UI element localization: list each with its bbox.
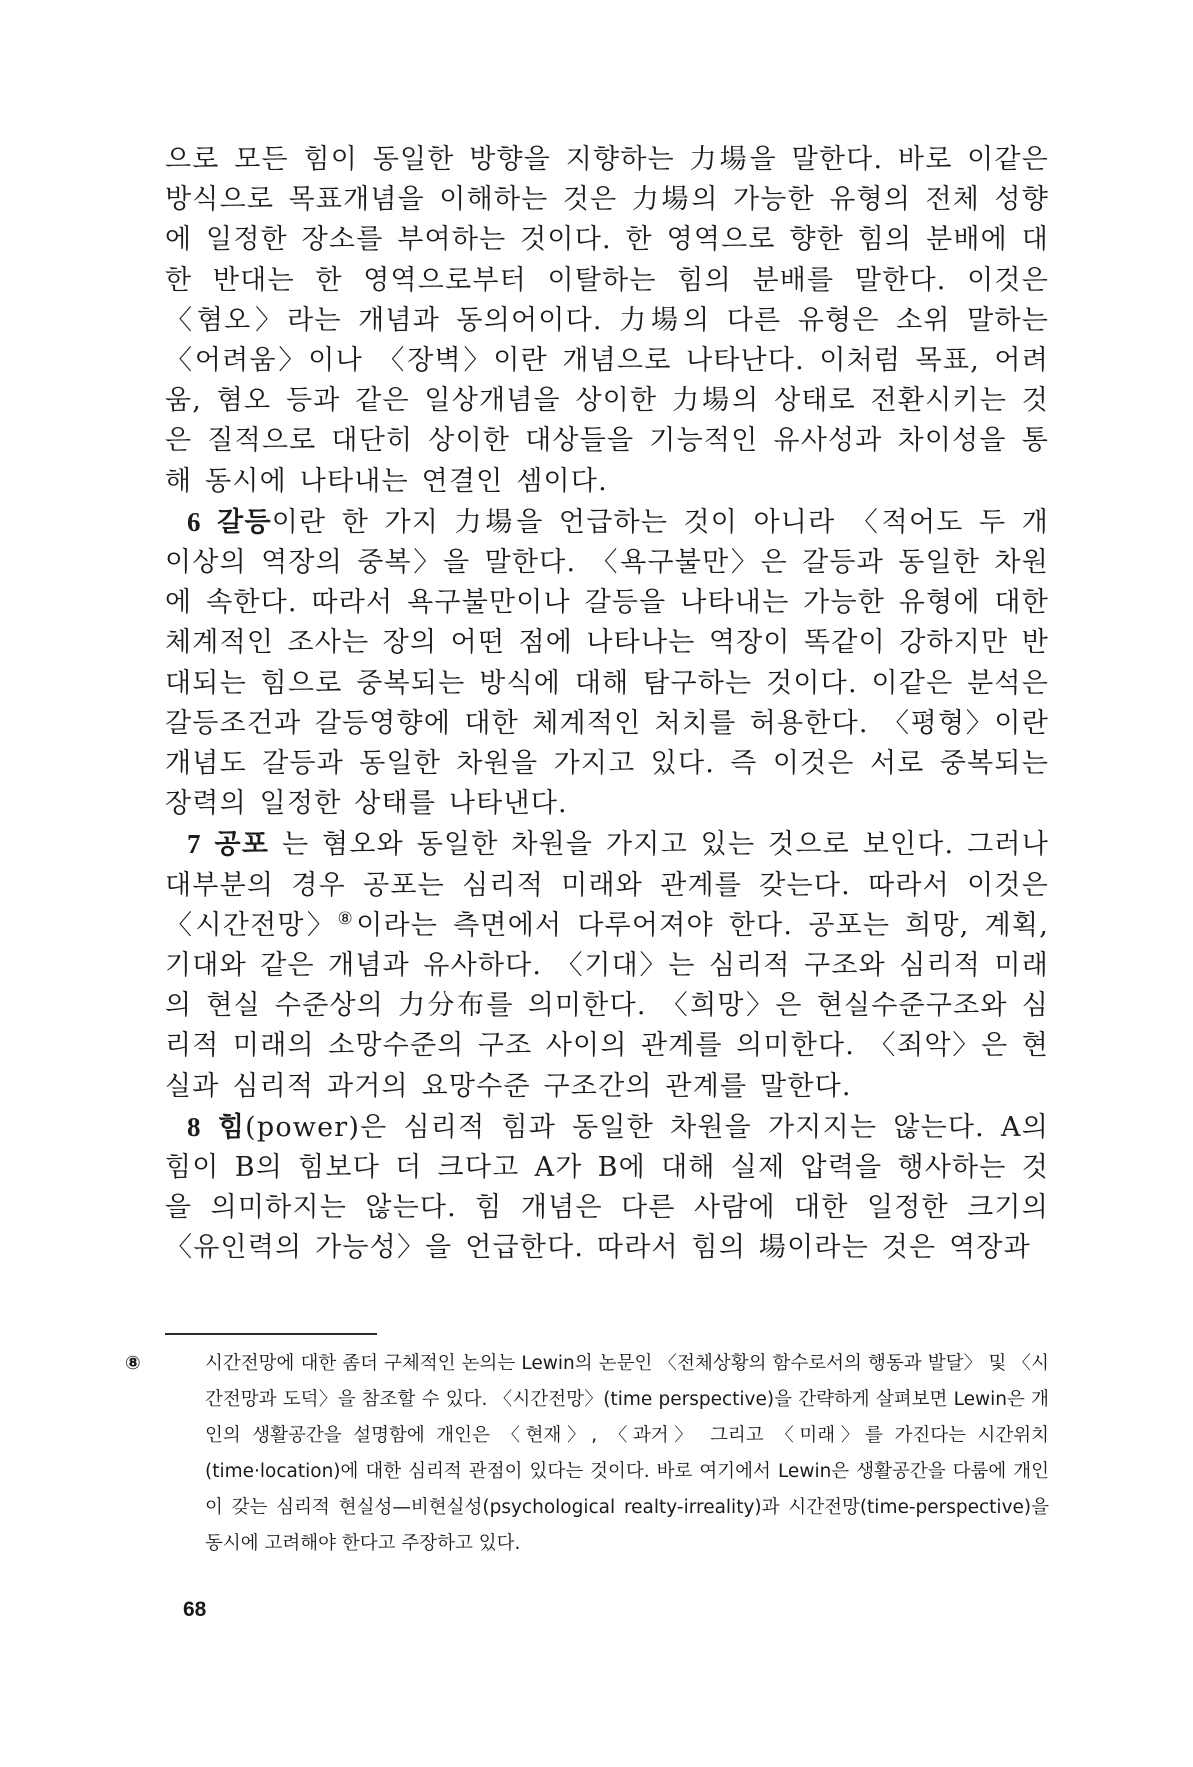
paragraph-conflict	[165, 502, 1049, 825]
paragraph-text: 이라는 측면에서 다루어져야 한다. 공포는 희망, 계획, 기대와 같은 개념과 유사하다. 〈기대〉는 심리적 구조와 심리적 미래의 현실 수준상의 力分布를 의미한다. 〈희망〉은 현실수준구조와 심리적 미래의 소망수준의 구조 사이의 관계를 의미한다. 〈죄악〉은 현실과 심리적 과거의 요망수준 구조간의 관계를 말한다.	[165, 909, 1049, 1102]
paragraph-text: 이란 한 가지 力場을 언급하는 것이 아니라 〈적어도 두 개 이상의 역장의 중복〉을 말한다. 〈욕구불만〉은 갈등과 동일한 차원에 속한다. 따라서 욕구불만이나 갈등을 나타내는 가능한 유형에 대한 체계적인 조사는 장의 어떤 점에 나타나는 역장이 똑같이 강하지만 반대되는 힘으로 중복되는 방식에 대해 탐구하는 것이다. 이같은 분석은 갈등조건과 갈등영향에 대한 체계적인 처치를 허용한다. 〈평형〉이란 개념도 갈등과 동일한 차원을 가지고 있다. 즉 이것은 서로 중복되는 장력의 일정한 상태를 나타낸다.	[165, 506, 1049, 820]
term-heading: 공포	[214, 829, 270, 861]
footnote	[125, 1346, 1049, 1562]
item-number: 6	[187, 506, 202, 537]
paragraph-continued: 으로 모든 힘이 동일한 방향을 지향하는 力場을 말한다. 바로 이같은 방식으로 목표개념을 이해하는 것은 力場의 가능한 유형의 전체 성향에 일정한 장소를 부여하는 것이다. 한 영역으로 향한 힘의 분배에 대한 반대는 한 영역으로부터 이탈하는 힘의 분배를 말한다. 이것은 〈혐오〉라는 개념과 동의어이다. 力場의 다른 유형은 소위 말하는 〈어려움〉이나 〈장벽〉이란 개념으로 나타난다. 이처럼 목표, 어려움, 혐오 등과 같은 일상개념을 상이한 力場의 상태로 전환시키는 것은 질적으로 대단히 상이한 대상들을 기능적인 유사성과 차이성을 통해 동시에 나타내는 연결인 셈이다.	[165, 144, 1049, 497]
term-heading: 갈등	[217, 506, 272, 538]
body-text	[165, 140, 1049, 1269]
paragraph-text: (power)은 심리적 힘과 동일한 차원을 가지지는 않는다. A의 힘이 B의 힘보다 더 크다고 A가 B에 대해 실제 압력을 행사하는 것을 의미하지는 않는다. 힘 개념은 다른 사람에 대한 일정한 크기의 〈유인력의 가능성〉을 언급한다. 따라서 힘의 場이라는 것은 역장과	[165, 1111, 1049, 1264]
footnote-mark: ⑧	[125, 1353, 141, 1374]
paragraph-text: 는 혐오와 동일한 차원을 가지고 있는 것으로 보인다. 그러나 대부분의 경우 공포는 심리적 미래와 관계를 갖는다. 따라서 이것은 〈시간전망〉	[165, 829, 1049, 941]
paragraph-fear	[165, 824, 1049, 1106]
footnote-reference[interactable]: ⑧	[337, 908, 357, 929]
term-heading: 힘	[217, 1111, 246, 1143]
paragraph-power	[165, 1107, 1049, 1269]
footnote-text: 시간전망에 대한 좀더 구체적인 논의는 Lewin의 논문인 〈전체상황의 함수로서의 행동과 발달〉 및 〈시간전망과 도덕〉을 참조할 수 있다. 〈시간전망〉(time perspective)을 간략하게 살펴보면 Lewin은 개인의 생활공간을 설명함에 개인은 〈현재〉, 〈과거〉 그리고 〈미래〉를 가진다는 시간위치 (time·location)에 대한 심리적 관점이 있다는 것이다. 바로 여기에서 Lewin은 생활공간을 다룸에 개인이 갖는 심리적 현실성—비현실성(psychological realty-irreality)과 시간전망(time-perspective)을 동시에 고려해야 한다고 주장하고 있다.	[205, 1353, 1049, 1554]
item-number: 8	[187, 1111, 202, 1142]
page-number: 68	[183, 1598, 207, 1621]
footnote-paragraph	[125, 1346, 1049, 1562]
item-number: 7	[187, 829, 202, 860]
footnote-divider	[165, 1333, 377, 1335]
